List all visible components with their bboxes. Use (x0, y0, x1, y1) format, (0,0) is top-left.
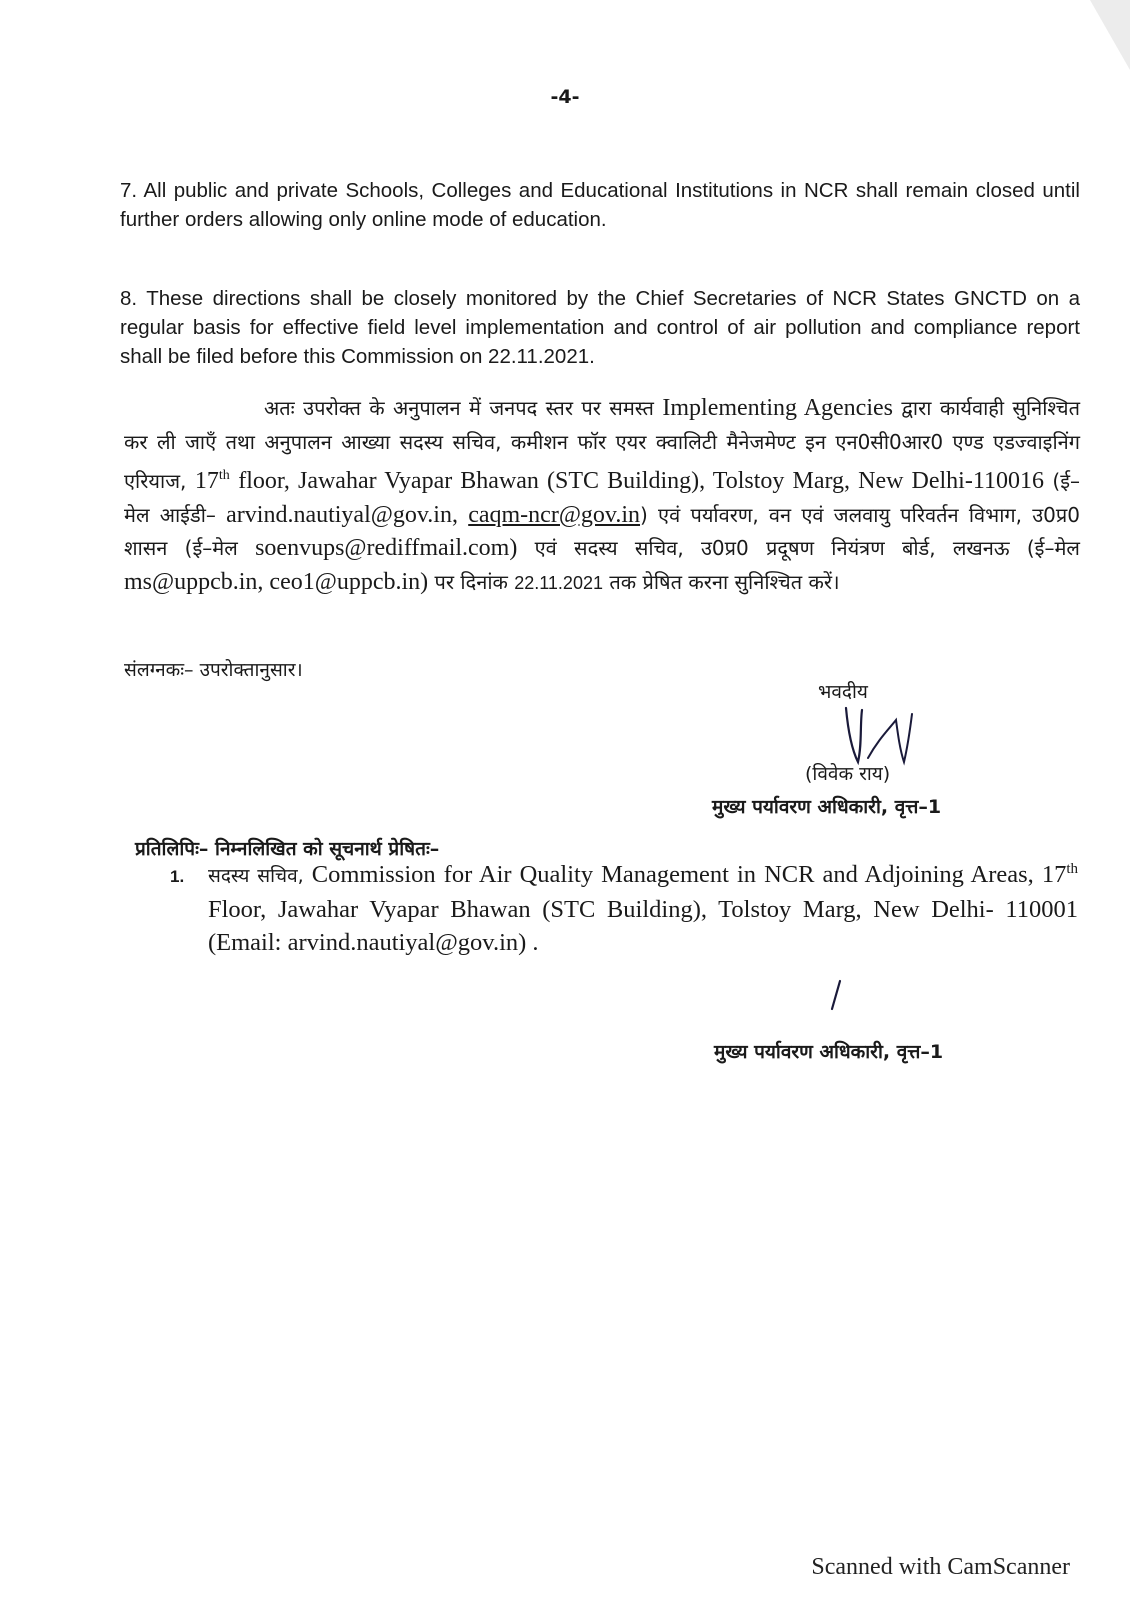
email-link-1[interactable]: arvind.nautiyal@gov.in, (226, 501, 458, 528)
scanner-watermark: Scanned with CamScanner (811, 1554, 1070, 1580)
officer-designation: मुख्य पर्यावरण अधिकारी, वृत्त–1 (712, 796, 942, 818)
hindi-instruction-paragraph (124, 392, 1080, 600)
copy-item-address-a: Commission for Air Quality Management in NCR and Adjoining Areas, 17 (311, 861, 1067, 889)
copy-item-sup: th (1066, 861, 1079, 877)
page-corner-shadow (1070, 0, 1130, 70)
hindi-text: एवं सदस्य सचिव, उ0प्र0 प्रदूषण नियंत्रण बोर्ड, लखनऊ (ई–मेल (534, 536, 1080, 560)
enclosure-note: संलग्नकः– उपरोक्तानुसार। (124, 659, 303, 681)
point-8-label: 8. (120, 287, 138, 310)
copy-item-text (208, 853, 1078, 959)
point-7-label: 7. (120, 179, 138, 202)
initial-mark-icon (824, 978, 848, 1012)
hindi-text: ) एवं पर्यावरण, वन एवं जलवायु परिवर्तन विभाग, उ0प्र0 शासन (ई–मेल (124, 502, 1081, 560)
email-link-3[interactable]: soenvups@rediffmail.com) (255, 535, 518, 561)
officer-name: (विवेक राय) (805, 763, 891, 785)
hindi-text: (ई–मेल आईडी– (124, 469, 1081, 527)
address-text: floor, Jawahar Vyapar Bhawan (STC Building), Tolstoy Marg, New Delhi-110016 (238, 468, 1044, 494)
email-link-2[interactable]: caqm-ncr@gov.in (468, 501, 641, 528)
agencies-text: Implementing Agencies (662, 395, 893, 421)
closing-yours: भवदीय (818, 681, 868, 703)
point-8-text: These directions shall be closely monitored by the Chief Secretaries of NCR States GNCTD on a regular basis for effective field level implementation and control of air pollution and compliance report shall be filed before this Commission on 22.11.2021. (120, 287, 1080, 368)
hindi-text: पर दिनांक (434, 569, 508, 594)
deadline-date: 22.11.2021 (514, 572, 603, 593)
point-7 (120, 176, 1080, 234)
copy-item-address-b: Floor, Jawahar Vyapar Bhawan (STC Building), Tolstoy Marg, New Delhi- 110001 (Email: arvind.nautiyal@gov.in) . (208, 896, 1078, 957)
copy-to-heading: प्रतिलिपिः– निम्नलिखित को सूचनार्थ प्रेषितः– (135, 838, 440, 860)
point-8 (120, 284, 1080, 371)
page-number: -4- (550, 86, 580, 108)
email-link-4[interactable]: ms@uppcb.in, ceo1@uppcb.in) (124, 568, 429, 595)
point-7-text: All public and private Schools, Colleges and Educational Institutions in NCR shall remain closed until further orders allowing only online mode of education. (120, 179, 1080, 231)
copy-item-prefix: सदस्य सचिव, (208, 865, 304, 888)
floor-number: 17th (194, 468, 230, 494)
copy-item-number: 1. (170, 867, 185, 886)
hindi-text: अतः उपरोक्त के अनुपालन में जनपद स्तर पर समस्त (264, 396, 654, 420)
hindi-text: तक प्रेषित करना सुनिश्चित करें। (609, 569, 840, 594)
hindi-text: द्वारा कार्यवाही सुनिश्चित कर ली जाएँ तथा अनुपालन आख्या सदस्य सचिव, कमीशन फॉर एयर क्वालिटी मैनेजमेण्ट इन एन0सी0आर0 एण्ड एडज्वाइनिंग एरियाज, (124, 396, 1081, 493)
copy-designation: मुख्य पर्यावरण अधिकारी, वृत्त–1 (714, 1041, 944, 1063)
